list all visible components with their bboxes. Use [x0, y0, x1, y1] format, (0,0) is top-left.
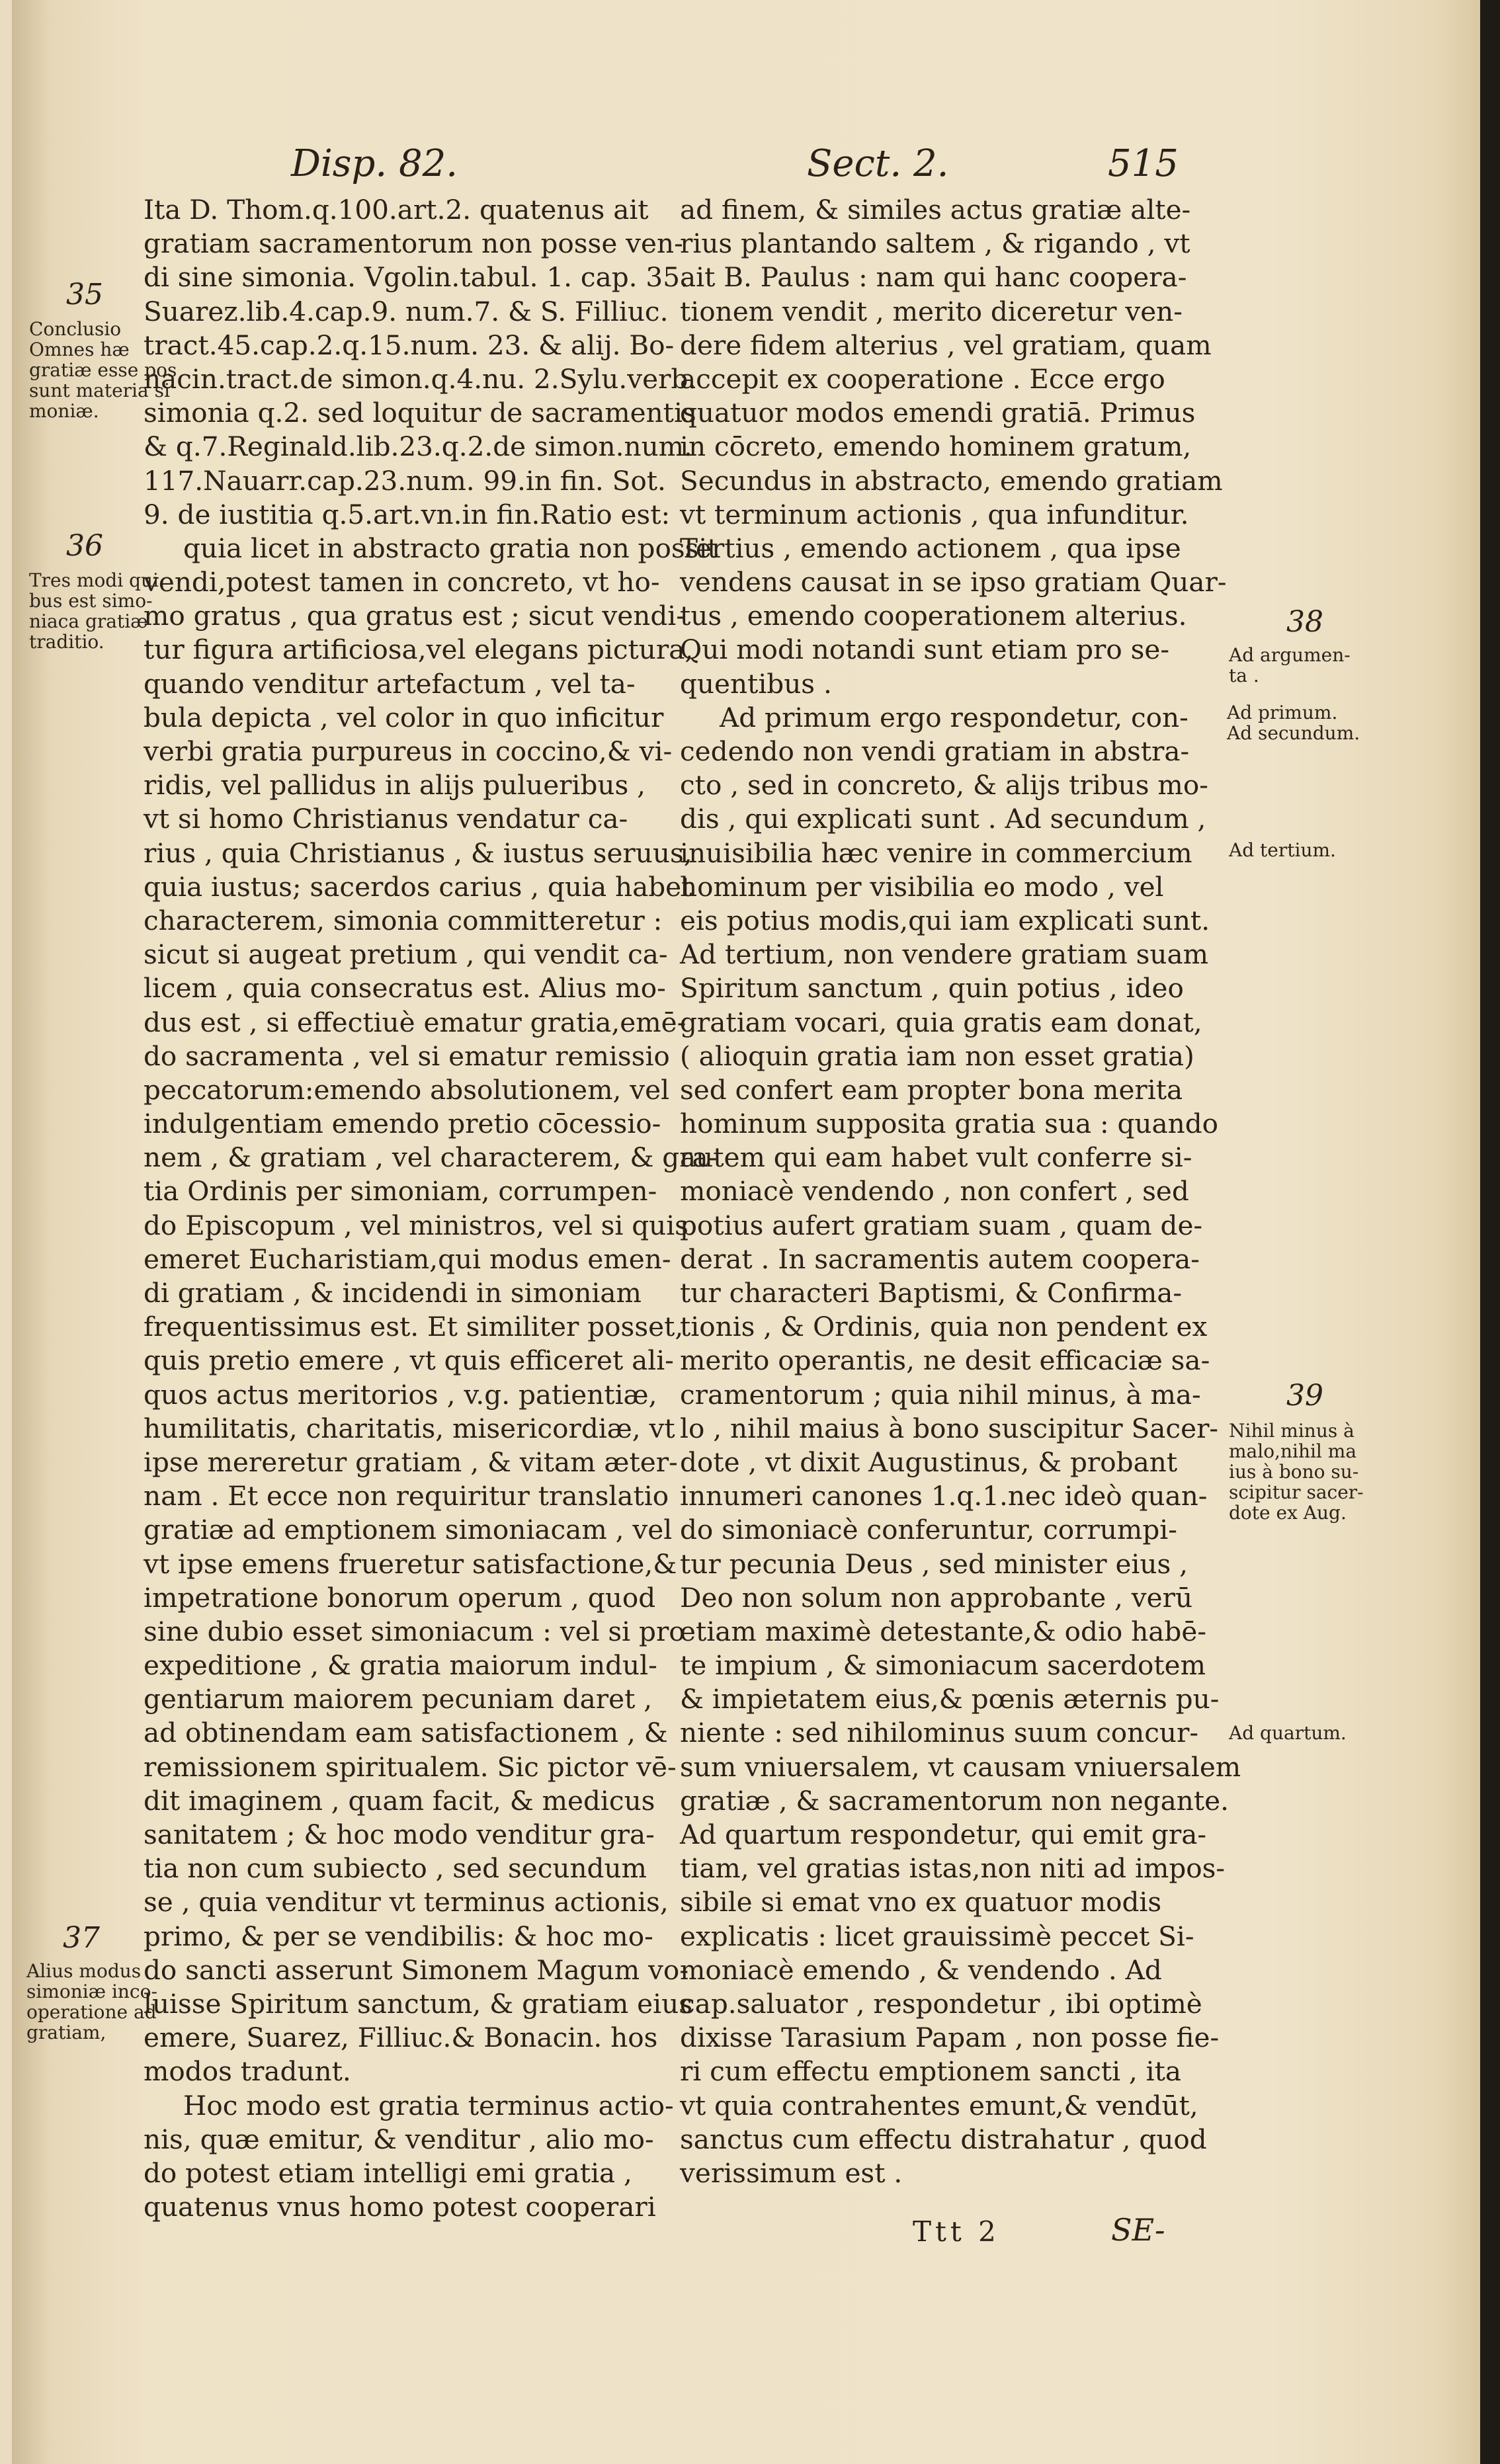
left-column-line: gentiarum maiorem pecuniam daret ,	[144, 1683, 653, 1715]
left-column-line: dit imaginem , quam facit, & medicus	[144, 1784, 655, 1817]
left-column-line: rius , quia Christianus , & iustus seruus,	[144, 837, 692, 869]
right-text-column	[680, 193, 1241, 2190]
right-column-line: tur pecunia Deus , sed minister eius ,	[680, 1547, 1188, 1580]
left-column-line: ridis, vel pallidus in alijs pulueribus ,	[144, 769, 646, 801]
right-column-line: hominum supposita gratia sua : quando	[680, 1108, 1219, 1140]
left-column-line: sicut si augeat pretium , qui vendit ca-	[144, 938, 668, 971]
right-column-line: in cōcreto, emendo hominem gratum,	[680, 431, 1192, 463]
left-column-line: & q.7.Reginald.lib.23.q.2.de simon.num.	[144, 431, 692, 463]
left-column-line: quia licet in abstracto gratia non possit	[183, 532, 718, 564]
right-column-line: cap.saluator , respondetur , ibi optimè	[680, 1987, 1202, 2020]
left-column-line: do potest etiam intelligi emi gratia ,	[144, 2156, 632, 2189]
left-column-line: quis pretio emere , vt quis efficeret ali-	[144, 1344, 674, 1377]
header-section: Sect. 2.	[807, 142, 949, 185]
left-column-line: quia iustus; sacerdos carius , quia habet	[144, 870, 692, 903]
right-column-line: Spiritum sanctum , quin potius , ideo	[680, 972, 1184, 1005]
right-column-line: ri cum effectu emptionem sancti , ita	[680, 2055, 1182, 2088]
margin-number-36: 36	[66, 529, 103, 563]
left-column-line: nem , & gratiam , vel characterem, & gra-	[144, 1141, 718, 1174]
left-column-line: frequentissimus est. Et similiter posset,	[144, 1311, 684, 1343]
left-column-line: remissionem spiritualem. Sic pictor vē-	[144, 1750, 677, 1783]
right-column-line: ( alioquin gratia iam non esset gratia)	[680, 1040, 1194, 1072]
left-column-line: vt ipse emens frueretur satisfactione,&	[144, 1547, 677, 1580]
right-column-line: cramentorum ; quia nihil minus, à ma-	[680, 1378, 1201, 1411]
right-column-line: niente : sed nihilominus suum concur-	[680, 1717, 1199, 1749]
right-column-line: cedendo non vendi gratiam in abstra-	[680, 735, 1190, 767]
margin-note-ad-primum: Ad primum. Ad secundum.	[1227, 702, 1360, 744]
left-column-line: tia Ordinis per simoniam, corrumpen-	[144, 1175, 657, 1208]
right-column-line: tiam, vel gratias istas,non niti ad impos-	[680, 1852, 1226, 1885]
margin-note-ad-tertium: Ad tertium.	[1229, 839, 1336, 861]
page-number: 515	[1108, 142, 1179, 185]
right-column-line: dixisse Tarasium Papam , non posse fie-	[680, 2022, 1220, 2054]
right-column-line: vt quia contrahentes emunt,& vendūt,	[680, 2089, 1198, 2121]
catchword: SE-	[1111, 2212, 1165, 2248]
right-column-line: vt terminum actionis , qua infunditur.	[680, 498, 1189, 530]
right-column-line: moniacè vendendo , non confert , sed	[680, 1175, 1189, 1208]
right-column-line: Ad tertium, non vendere gratiam suam	[680, 938, 1209, 971]
right-column-line: gratiæ , & sacramentorum non negante.	[680, 1784, 1229, 1817]
margin-number-39: 39	[1286, 1379, 1323, 1413]
right-column-line: dote , vt dixit Augustinus, & probant	[680, 1446, 1178, 1478]
left-column-line: humilitatis, charitatis, misericordiæ, vt	[144, 1412, 675, 1444]
right-column-line: rius plantando saltem , & rigando , vt	[680, 227, 1190, 260]
right-column-line: sibile si emat vno ex quatuor modis	[680, 1886, 1162, 1918]
left-column-line: gratiæ ad emptionem simoniacam , vel	[144, 1514, 673, 1546]
left-column-line: expeditione , & gratia maiorum indul-	[144, 1649, 657, 1682]
margin-note-ad-quartum: Ad quartum.	[1229, 1722, 1347, 1744]
right-column-line: eis potius modis,qui iam explicati sunt.	[680, 904, 1210, 936]
right-column-line: potius aufert gratiam suam , quam de-	[680, 1209, 1203, 1241]
right-column-line: quentibus .	[680, 667, 832, 700]
left-column-line: nam . Et ecce non requiritur translatio	[144, 1480, 669, 1512]
left-column-line: vendi,potest tamen in concreto, vt ho-	[144, 566, 660, 598]
left-column-line: sanitatem ; & hoc modo venditur gra-	[144, 1819, 655, 1850]
left-column-line: Hoc modo est gratia terminus actio-	[183, 2089, 674, 2121]
right-column-line: derat . In sacramentis autem coopera-	[680, 1243, 1200, 1275]
right-column-line: tur characteri Baptismi, & Confirma-	[680, 1277, 1183, 1309]
left-column-line: characterem, simonia committeretur :	[144, 904, 663, 936]
margin-number-38: 38	[1286, 605, 1323, 639]
right-column-line: & impietatem eius,& pœnis æternis pu-	[680, 1683, 1220, 1715]
left-column-line: quando venditur artefactum , vel ta-	[144, 667, 636, 700]
right-column-line: inuisibilia hæc venire in commercium	[680, 837, 1192, 869]
left-column-line: quos actus meritorios , v.g. patientiæ,	[144, 1378, 657, 1411]
right-column-line: ad finem, & similes actus gratiæ alte-	[680, 194, 1191, 226]
right-column-line: tionem vendit , merito diceretur ven-	[680, 295, 1183, 327]
margin-note-ad-argumenta: Ad argumen- ta .	[1229, 644, 1351, 686]
left-column-line: di sine simonia. Vgolin.tabul. 1. cap. 35.	[144, 261, 688, 294]
left-column-line: do sancti asserunt Simonem Magum vo-	[144, 1953, 689, 1986]
right-column-line: dere fidem alterius , vel gratiam, quam	[680, 329, 1212, 361]
right-column-line: merito operantis, ne desit efficaciæ sa-	[680, 1344, 1210, 1377]
left-column-line: luisse Spiritum sanctum, & gratiam eius	[144, 1987, 692, 2020]
left-column-line: se , quia venditur vt terminus actionis,	[144, 1886, 669, 1918]
left-column-line: di gratiam , & incidendi in simoniam	[144, 1277, 642, 1309]
right-column-line: hominum per visibilia eo modo , vel	[680, 870, 1164, 903]
right-column-line: ait B. Paulus : nam qui hanc coopera-	[680, 261, 1187, 294]
right-column-line: explicatis : licet grauissimè peccet Si-	[680, 1920, 1194, 1952]
margin-note-alius-modus: Alius modus simoniæ inco- operatione ad gratiam,	[26, 1960, 157, 2043]
left-column-line: licem , quia consecratus est. Alius mo-	[144, 972, 666, 1005]
left-column-line: ad obtinendam eam satisfactionem , &	[144, 1717, 668, 1749]
margin-note-nihil-minus: Nihil minus à malo,nihil ma ius à bono su- scipitur sacer- dote ex Aug.	[1229, 1420, 1364, 1524]
header-disputation: Disp. 82.	[291, 142, 458, 185]
left-column-line: verbi gratia purpureus in coccino,& vi-	[144, 735, 673, 767]
right-column-line: tionis , & Ordinis, quia non pendent ex	[680, 1311, 1208, 1343]
left-column-line: gratiam sacramentorum non posse ven-	[144, 227, 683, 260]
right-column-line: etiam maximè detestante,& odio habē-	[680, 1615, 1206, 1647]
left-column-line: vt si homo Christianus vendatur ca-	[144, 803, 628, 835]
right-column-line: Tertius , emendo actionem , qua ipse	[680, 532, 1181, 564]
left-column-line: primo, & per se vendibilis: & hoc mo-	[144, 1920, 653, 1952]
left-column-line: dus est , si effectiuè ematur gratia,emē-	[144, 1006, 687, 1038]
right-column-line: autem qui eam habet vult conferre si-	[680, 1141, 1192, 1174]
left-column-line: impetratione bonorum operum , quod	[144, 1581, 656, 1614]
left-column-line: mo gratus , qua gratus est ; sicut vendi-	[144, 600, 685, 632]
right-column-line: Deo non solum non approbante , verū	[680, 1581, 1193, 1614]
right-column-line: moniacè emendo , & vendendo . Ad	[680, 1953, 1162, 1986]
right-column-line: Secundus in abstracto, emendo gratiam	[680, 464, 1223, 497]
left-column-line: tract.45.cap.2.q.15.num. 23. & alij. Bo-	[144, 329, 675, 361]
right-column-line: sum vniuersalem, vt causam vniuersalem	[680, 1750, 1241, 1783]
left-column-line: Ita D. Thom.q.100.art.2. quatenus ait	[144, 194, 649, 226]
right-column-line: vendens causat in se ipso gratiam Quar-	[680, 566, 1227, 598]
signature-mark: Ttt 2	[913, 2215, 1000, 2248]
right-column-line: gratiam vocari, quia gratis eam donat,	[680, 1006, 1202, 1038]
right-column-line: tus , emendo cooperationem alterius.	[680, 600, 1187, 632]
right-column-line: innumeri canones 1.q.1.nec ideò quan-	[680, 1480, 1208, 1512]
margin-note-conclusio: Conclusio Omnes hæ gratiæ esse pos sunt materia si moniæ.	[29, 318, 177, 422]
left-column-line: Suarez.lib.4.cap.9. num.7. & S. Filliuc.	[144, 295, 669, 327]
margin-note-tres-modi: Tres modi qui bus est simo- niaca gratiæ traditio.	[29, 569, 159, 653]
right-column-line: cto , sed in concreto, & alijs tribus mo-	[680, 769, 1208, 801]
left-column-line: 117.Nauarr.cap.23.num. 99.in fin. Sot.	[144, 464, 666, 497]
right-column-line: sed confert eam propter bona merita	[680, 1073, 1183, 1106]
left-column-line: nacin.tract.de simon.q.4.nu. 2.Sylu.verb.	[144, 362, 697, 395]
left-column-line: bula depicta , vel color in quo inficitur	[144, 701, 664, 733]
page-edge-shadow	[1480, 0, 1500, 2464]
margin-number-35: 35	[66, 278, 103, 311]
left-column-line: simonia q.2. sed loquitur de sacramentis	[144, 397, 696, 429]
left-column-line: ipse mereretur gratiam , & vitam æter-	[144, 1446, 678, 1478]
right-column-line: dis , qui explicati sunt . Ad secundum ,	[680, 803, 1206, 835]
right-column-line: Qui modi notandi sunt etiam pro se-	[680, 634, 1170, 666]
left-column-line: quatenus vnus homo potest cooperari	[144, 2191, 656, 2223]
left-column-line: nis, quæ emitur, & venditur , alio mo-	[144, 2123, 654, 2155]
left-column-line: emere, Suarez, Filliuc.& Bonacin. hos	[144, 2022, 658, 2054]
left-column-line: modos tradunt.	[144, 2055, 351, 2088]
right-column-line: Ad quartum respondetur, qui emit gra-	[680, 1819, 1207, 1850]
left-column-line: sine dubio esset simoniacum : vel si pro	[144, 1615, 685, 1647]
left-text-column	[144, 193, 718, 2224]
left-column-line: do Episcopum , vel ministros, vel si quis	[144, 1209, 688, 1241]
right-column-line: sanctus cum effectu distrahatur , quod	[680, 2123, 1207, 2155]
left-column-line: tia non cum subiecto , sed secundum	[144, 1852, 647, 1885]
left-column-line: do sacramenta , vel si ematur remissio	[144, 1040, 670, 1072]
right-column-line: Ad primum ergo respondetur, con-	[720, 701, 1188, 733]
right-column-line: do simoniacè conferuntur, corrumpi-	[680, 1514, 1177, 1546]
left-column-line: indulgentiam emendo pretio cōcessio-	[144, 1108, 661, 1140]
left-column-line: peccatorum:emendo absolutionem, vel	[144, 1073, 670, 1106]
left-column-line: tur figura artificiosa,vel elegans pictura,	[144, 634, 694, 666]
right-column-line: accepit ex cooperatione . Ecce ergo	[680, 362, 1165, 395]
right-column-line: verissimum est .	[680, 2156, 903, 2189]
left-column-line: emeret Eucharistiam,qui modus emen-	[144, 1243, 671, 1275]
margin-number-37: 37	[63, 1921, 100, 1955]
right-column-line: lo , nihil maius à bono suscipitur Sacer-	[680, 1412, 1219, 1444]
right-column-line: te impium , & simoniacum sacerdotem	[680, 1649, 1206, 1682]
right-column-line: quatuor modos emendi gratiā. Primus	[680, 397, 1196, 429]
left-column-line: 9. de iustitia q.5.art.vn.in fin.Ratio est:	[144, 498, 671, 530]
